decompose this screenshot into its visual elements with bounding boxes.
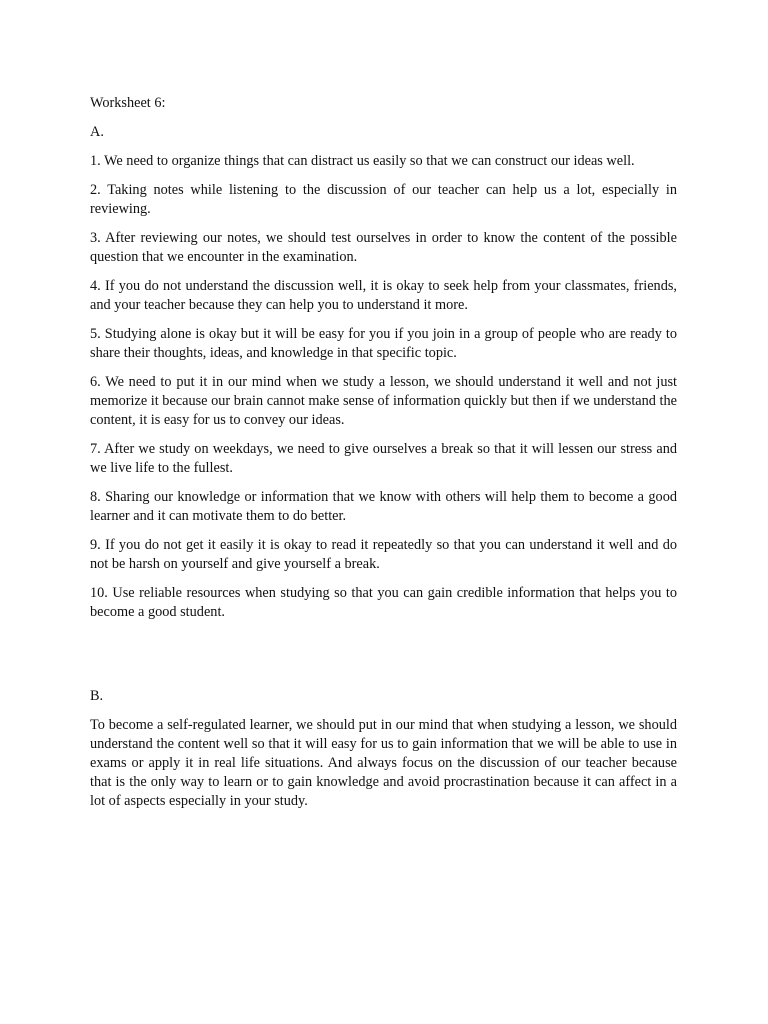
list-item: 9. If you do not get it easily it is okay to read it repeatedly so that you can understand it well and do not be harsh on yourself and give yourself a break. <box>90 537 677 572</box>
list-item: 6. We need to put it in our mind when we study a lesson, we should understand it well and not just memorize it because our brain cannot make sense of information quickly but then if we understand the content, it is easy for us to convey our ideas. <box>90 374 677 428</box>
section-b <box>90 687 677 811</box>
list-item: 3. After reviewing our notes, we should test ourselves in order to know the content of the possible question that we encounter in the examination. <box>90 230 677 265</box>
document-page <box>90 94 677 811</box>
list-item: 10. Use reliable resources when studying so that you can gain credible information that helps you to become a good student. <box>90 585 677 620</box>
list-item: 5. Studying alone is okay but it will be easy for you if you join in a group of people who are ready to share their thoughts, ideas, and knowledge in that specific topic. <box>90 326 677 361</box>
list-item: 4. If you do not understand the discussion well, it is okay to seek help from your classmates, friends, and your teacher because they can help you to understand it more. <box>90 278 677 313</box>
list-item: 2. Taking notes while listening to the discussion of our teacher can help us a lot, especially in reviewing. <box>90 182 677 217</box>
section-b-label: B. <box>90 688 104 704</box>
worksheet-title: Worksheet 6: <box>90 95 166 111</box>
section-spacer <box>90 632 677 687</box>
list-item: 8. Sharing our knowledge or information that we know with others will help them to become a good learner and it can motivate them to do better. <box>90 489 677 524</box>
section-b-paragraph: To become a self-regulated learner, we should put in our mind that when studying a lesson, we should understand the content well so that it will easy for us to gain information that we will be able to use in exams or apply it in real life situations. And always focus on the discussion of our teacher because that is the only way to learn or to gain knowledge and avoid procrastination because it can affect in a lot of aspects especially in your study. <box>90 717 677 809</box>
section-a <box>90 123 677 622</box>
list-item: 1. We need to organize things that can distract us easily so that we can construct our ideas well. <box>90 153 635 169</box>
section-a-label: A. <box>90 124 104 140</box>
list-item: 7. After we study on weekdays, we need to give ourselves a break so that it will lessen our stress and we live life to the fullest. <box>90 441 677 476</box>
